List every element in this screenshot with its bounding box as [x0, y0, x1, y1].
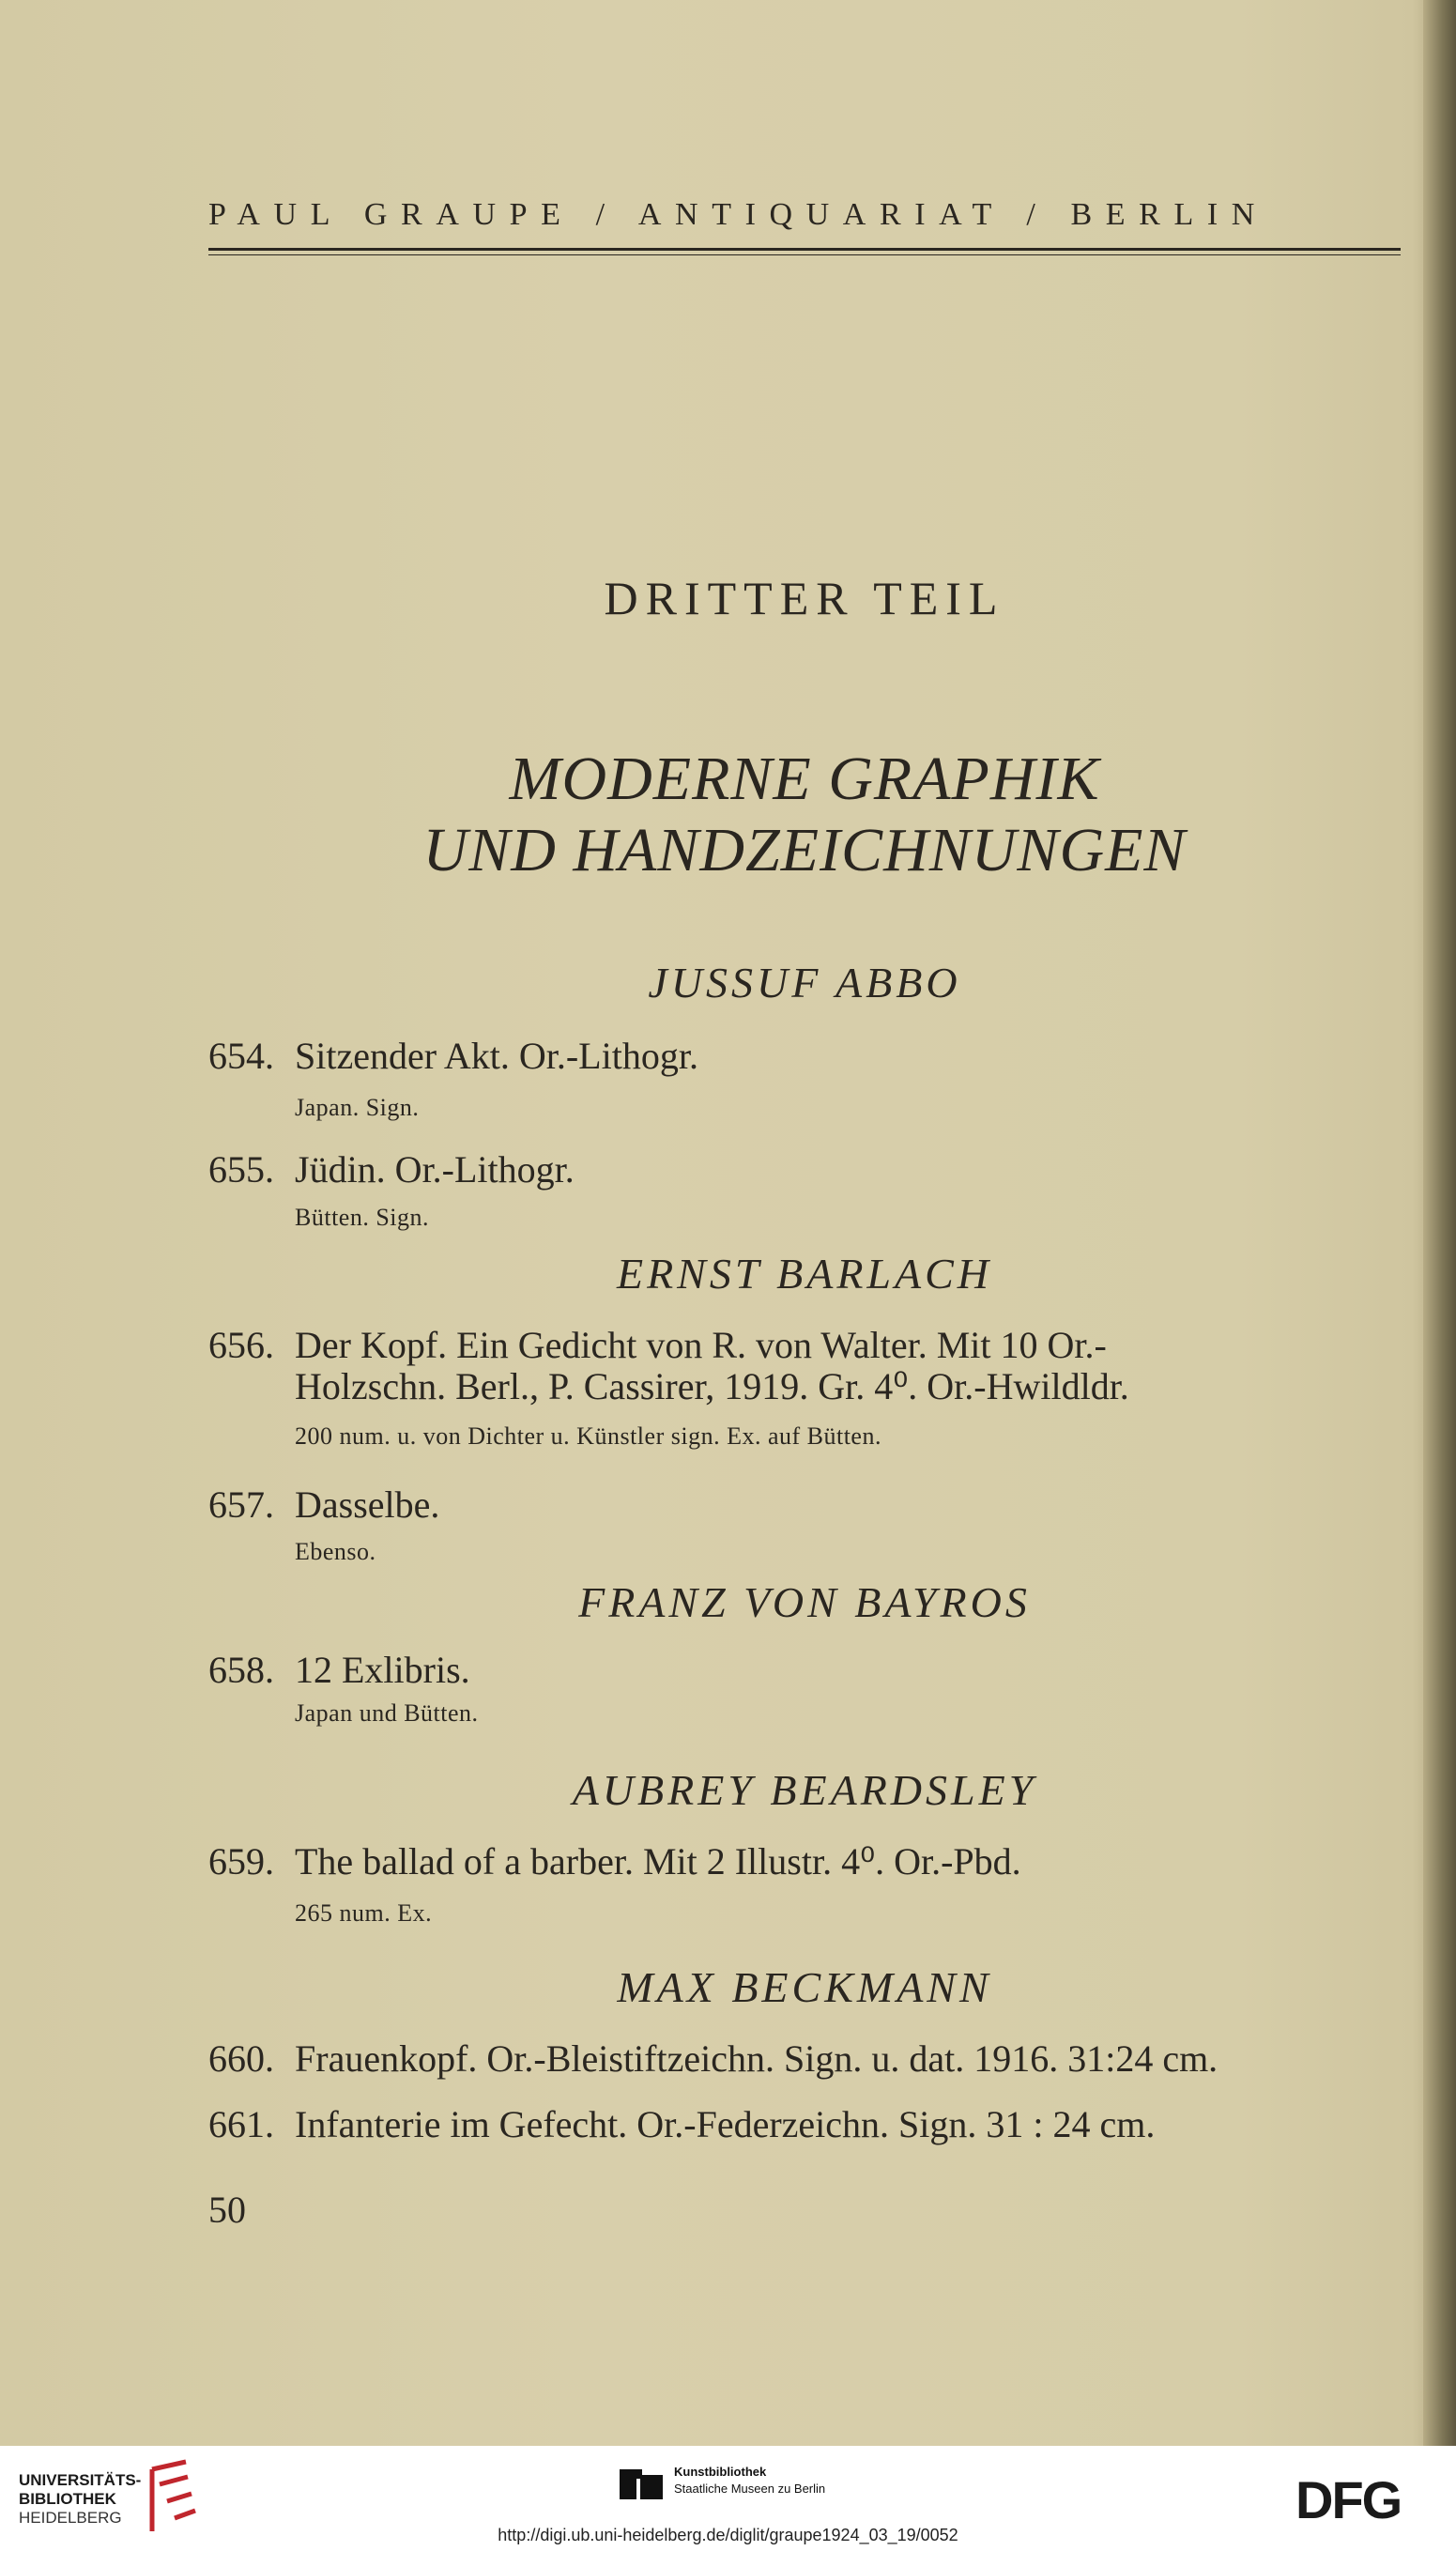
entry-text: The ballad of a barber. Mit 2 Illustr. 4⁰. Or.-Pbd.	[295, 1840, 1021, 1883]
entry-text: Infanterie im Gefecht. Or.-Federzeichn. Sign. 31 : 24 cm.	[295, 2103, 1156, 2145]
artist-heading: JUSSUF ABBO	[648, 959, 961, 1007]
entry-text: Der Kopf. Ein Gedicht von R. von Walter. Mit 10 Or.-	[295, 1324, 1107, 1366]
entry-note: Ebenso.	[295, 1538, 376, 1565]
entry-number: 656.	[208, 1324, 274, 1366]
entry-number: 661.	[208, 2103, 274, 2145]
catalog-entry-continuation	[208, 1367, 1401, 1406]
entry-text: Sitzender Akt. Or.-Lithogr.	[295, 1035, 698, 1077]
kunstbibliothek-icon	[620, 2466, 663, 2503]
kunstbibliothek-logo[interactable]	[674, 2464, 825, 2497]
entry-text-continued: Holzschn. Berl., P. Cassirer, 1919. Gr. 4⁰. Or.-Hwildldr.	[295, 1365, 1129, 1407]
source-url[interactable]: http://digi.ub.uni-heidelberg.de/diglit/graupe1924_03_19/0052	[498, 2526, 958, 2544]
header-rule-thick	[208, 248, 1401, 251]
catalog-entry	[208, 1485, 1401, 1525]
logo-line: BIBLIOTHEK	[19, 2490, 116, 2508]
header-rule-thin	[208, 254, 1401, 255]
university-library-logo[interactable]	[19, 2471, 141, 2528]
kb-line: Kunstbibliothek	[674, 2465, 767, 2479]
entry-text: Frauenkopf. Or.-Bleistiftzeichn. Sign. u. dat. 1916. 31:24 cm.	[295, 2037, 1218, 2080]
entry-number: 657.	[208, 1483, 274, 1526]
entry-text: Dasselbe.	[295, 1483, 440, 1526]
artist-heading: ERNST BARLACH	[616, 1250, 992, 1298]
entry-note: Japan und Bütten.	[295, 1699, 479, 1727]
entry-number: 655.	[208, 1148, 274, 1191]
entry-note: Bütten. Sign.	[295, 1204, 430, 1231]
entry-note: 200 num. u. von Dichter u. Künstler sign. Ex. auf Bütten.	[295, 1422, 881, 1450]
artist-heading: MAX BECKMANN	[617, 1963, 992, 2011]
entry-number: 658.	[208, 1649, 274, 1691]
entry-number: 654.	[208, 1035, 274, 1077]
entry-note: Japan. Sign.	[295, 1094, 420, 1121]
main-title-line2: UND HANDZEICHNUNGEN	[422, 816, 1187, 884]
part-title: DRITTER TEIL	[604, 572, 1005, 624]
page-number: 50	[208, 2189, 246, 2231]
entry-number: 660.	[208, 2037, 274, 2080]
main-title-line1: MODERNE GRAPHIK	[509, 745, 1100, 813]
book-spine-edge	[1423, 0, 1456, 2446]
logo-line: HEIDELBERG	[19, 2509, 122, 2527]
catalog-entry	[208, 1037, 1401, 1076]
entry-number: 659.	[208, 1840, 274, 1883]
running-head: PAUL GRAUPE / ANTIQUARIAT / BERLIN	[208, 197, 1268, 232]
kb-line: Staatliche Museen zu Berlin	[674, 2482, 826, 2496]
catalog-entry	[208, 2105, 1401, 2144]
logo-line: UNIVERSITÄTS-	[19, 2471, 142, 2489]
catalog-entry	[208, 1150, 1401, 1190]
entry-note: 265 num. Ex.	[295, 1899, 433, 1927]
artist-heading: FRANZ VON BAYROS	[578, 1578, 1031, 1626]
catalog-entry	[208, 1326, 1401, 1365]
catalog-entry	[208, 2039, 1401, 2079]
catalog-entry	[208, 1651, 1401, 1690]
dfg-logo[interactable]: DFG	[1295, 2470, 1402, 2529]
entry-text: 12 Exlibris.	[295, 1649, 470, 1691]
entry-text: Jüdin. Or.-Lithogr.	[295, 1148, 575, 1191]
catalog-entry	[208, 1842, 1401, 1882]
artist-heading: AUBREY BEARDSLEY	[572, 1766, 1037, 1814]
